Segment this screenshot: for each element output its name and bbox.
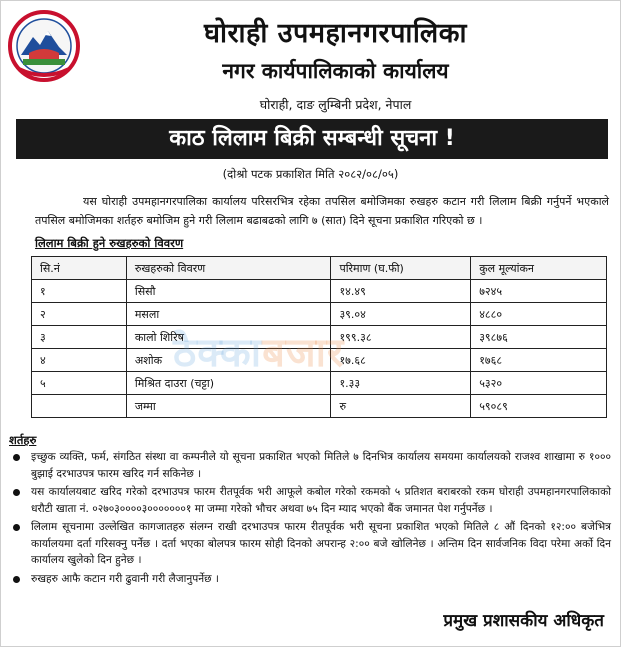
total-label: जम्मा (126, 395, 331, 418)
table-cell: ३९.०४ (331, 303, 471, 326)
signature-title: प्रमुख प्रशासकीय अधिकृत (443, 611, 604, 631)
terms-heading: शर्तहरु (9, 433, 37, 447)
table-cell: ५ (32, 372, 127, 395)
table-cell: १९९.३८ (331, 326, 471, 349)
table-row (32, 326, 607, 349)
notice-title-banner: काठ लिलाम बिक्री सम्बन्धी सूचना ! (16, 119, 608, 159)
table-header-row (32, 257, 607, 280)
table-cell: ७२४५ (471, 280, 607, 303)
table-cell: कालो शिरिष (126, 326, 331, 349)
list-item: लिलाम सूचनामा उल्लेखित कागजातहरु संलग्न राखी दरभाउपत्र फारम रीतपूर्वक भरी सूचना प्रकाशित भएको मितिले ८ औं दिनको १२:०० बजेभित्र कार्यालयमा दर्ता गरिसक्नु पर्नेछ । दर्ता भएका बोलपत्र फारम सोही दिनको अपरान्ह २:०० बजे खोलिनेछ । अन्तिम दिन सार्वजनिक विदा परेमा अर्को दिन कार्यालय खुलेको दिन हुनेछ । (9, 519, 611, 569)
office-address: घोराही, दाङ लुम्बिनी प्रदेश, नेपाल (259, 97, 412, 112)
table-cell: ३ (32, 326, 127, 349)
table-cell: १.३३ (331, 372, 471, 395)
table-heading: लिलाम बिक्री हुने रुखहरुको विवरण (35, 236, 184, 250)
table-row (32, 372, 607, 395)
table-cell: अशोक (126, 349, 331, 372)
table-cell: सिसौ (126, 280, 331, 303)
table-cell: १७६८ (471, 349, 607, 372)
office-name: नगर कार्यपालिकाको कार्यालय (222, 59, 449, 83)
table-cell (32, 395, 127, 418)
watermark-part-2: बजार (262, 330, 345, 376)
table-total-row (32, 395, 607, 418)
table-cell: मसला (126, 303, 331, 326)
table-cell: मिश्रित दाउरा (चट्टा) (126, 372, 331, 395)
currency-label: रु (331, 395, 471, 418)
watermark-part-1: ठेक्का (173, 330, 263, 376)
total-value: ५९०८९ (471, 395, 607, 418)
column-header: रुखहरुको विवरण (126, 257, 331, 280)
column-header: सि.नं (32, 257, 127, 280)
table-row (32, 280, 607, 303)
intro-paragraph: यस घोराही उपमहानगरपालिका कार्यालय परिसरभित्र रहेका तपसिल बमोजिमका रुखहरु कटान गरी लिलाम बिक्री गर्नुपर्ने भएकाले तपसिल बमोजिमका शर्तहरु बमोजिम हुने गरी लिलाम बढाबढको लागि ७ (सात) दिने सूचना प्रकाशित गरिएको छ । (35, 195, 609, 227)
column-header: परिमाण (घ.फी) (331, 257, 471, 280)
table-cell: ४८८० (471, 303, 607, 326)
table-cell: १७.६८ (331, 349, 471, 372)
republish-date: (दोश्रो पटक प्रकाशित मिति २०८२/०८/०५) (222, 167, 399, 181)
column-header: कुल मूल्यांकन (471, 257, 607, 280)
table-cell: २ (32, 303, 127, 326)
table-cell: १४.४९ (331, 280, 471, 303)
table-cell: ३९८७६ (471, 326, 607, 349)
table-row (32, 349, 607, 372)
list-item: यस कार्यालयबाट खरिद गरेको दरभाउपत्र फारम रीतपूर्वक भरी आफूले कबोल गरेको रकमको ५ प्रतिशत बराबरको रकम घोराही उपमहानगरपालिकाको धरौटी खाता नं. ०२७०३००००३०००००००१ मा जम्मा गरेको भौचर अथवा ७५ दिन म्याद भएको बैंक जमानत पेश गर्नुपर्नेछ । (9, 484, 611, 517)
list-item: इच्छुक व्यक्ति, फर्म, संगठित संस्था वा कम्पनीले यो सूचना प्रकाशित भएको मितिले ७ दिनभित्र कार्यालय समयमा कार्यालयको राजश्व शाखामा रु १००० बुझाई दरभाउपत्र फारम खरिद गर्न सकिनेछ । (9, 449, 611, 482)
table-row (32, 303, 607, 326)
table-cell: १ (32, 280, 127, 303)
table-cell: ५३२० (471, 372, 607, 395)
table-cell: ४ (32, 349, 127, 372)
municipality-name: घोराही उपमहानगरपालिका (204, 18, 467, 49)
auction-items-table (31, 256, 607, 418)
terms-list (9, 449, 611, 589)
list-item: रुखहरु आफै कटान गरी ढुवानी गरी लैजानुपर्नेछ । (9, 571, 611, 588)
